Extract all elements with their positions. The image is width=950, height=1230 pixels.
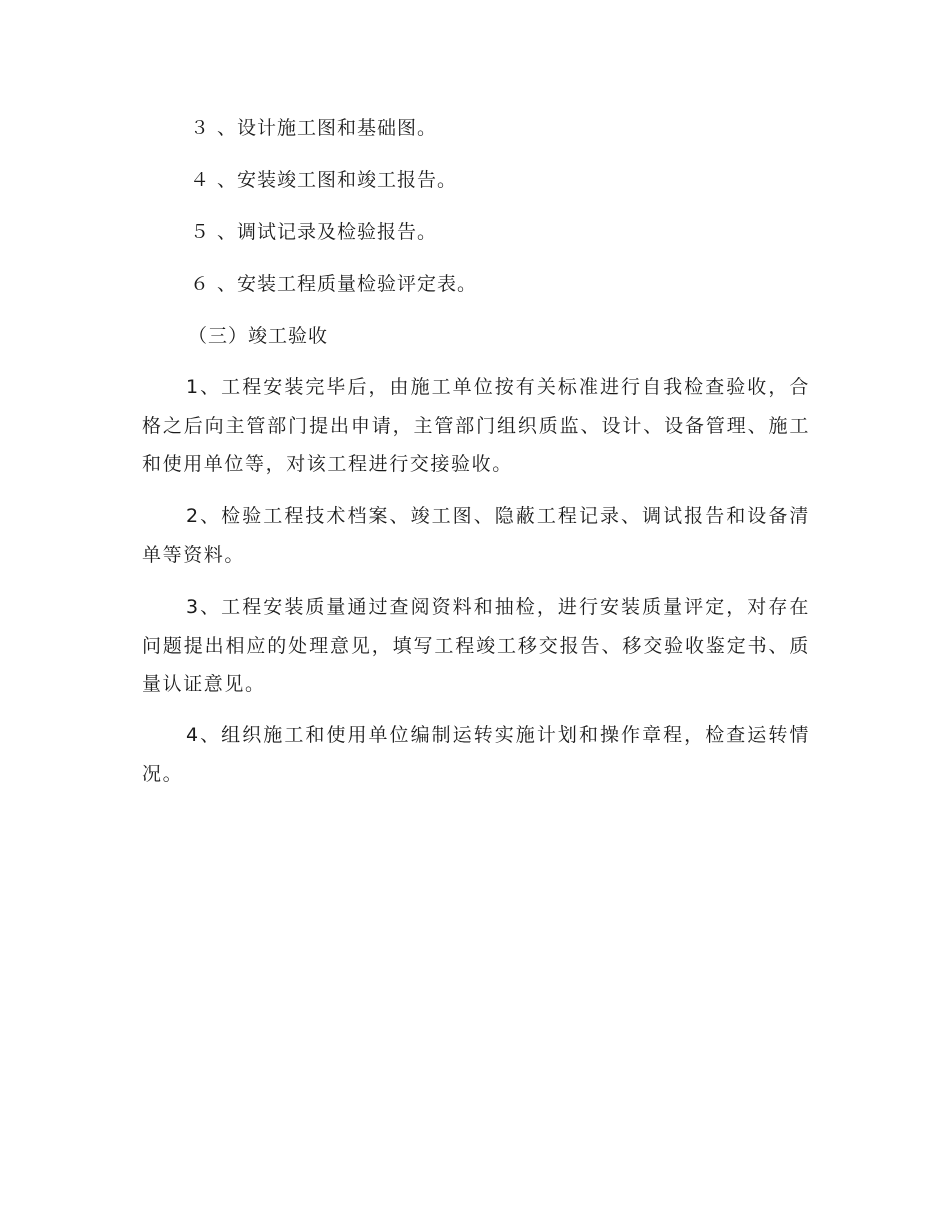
paragraph-3: 3、工程安装质量通过查阅资料和抽检，进行安装质量评定，对存在问题提出相应的处理意见，填写工程竣工移交报告、移交验收鉴定书、质量认证意见。 — [142, 596, 810, 695]
list-item-3: ３ 、设计施工图和基础图。 — [190, 117, 438, 139]
paragraph-4: 4、组织施工和使用单位编制运转实施计划和操作章程，检查运转情况。 — [142, 724, 810, 785]
list-item-5: ５ 、调试记录及检验报告。 — [190, 221, 438, 243]
list-item-6: ６ 、安装工程质量检验评定表。 — [190, 273, 478, 295]
paragraph-1: 1、工程安装完毕后，由施工单位按有关标准进行自我检查验收，合格之后向主管部门提出申请，主管部门组织质监、设计、设备管理、施工和使用单位等，对该工程进行交接验收。 — [142, 376, 810, 475]
list-item-4: ４ 、安装竣工图和竣工报告。 — [190, 169, 458, 191]
paragraph-2: 2、检验工程技术档案、竣工图、隐蔽工程记录、调试报告和设备清单等资料。 — [142, 505, 810, 566]
section-heading: （三）竣工验收 — [188, 325, 329, 347]
